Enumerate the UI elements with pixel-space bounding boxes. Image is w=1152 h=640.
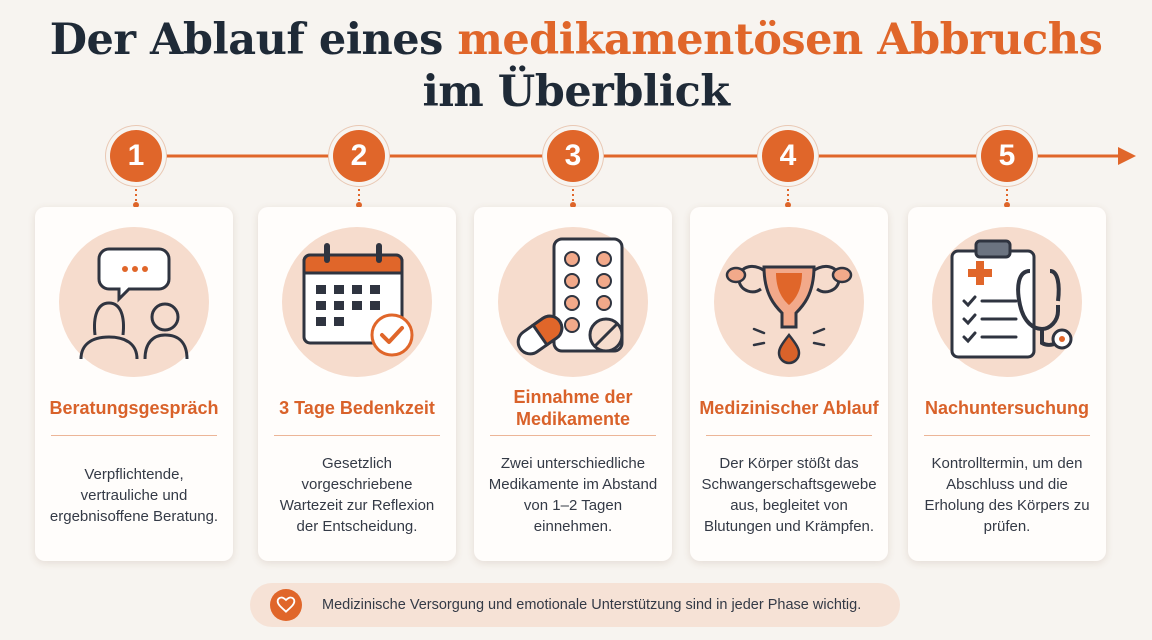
step-number-5: 5	[981, 130, 1033, 182]
icon-circle	[714, 227, 864, 377]
page-title	[0, 14, 1152, 118]
divider	[490, 435, 656, 436]
title-accent: medikamentösen Abbruchs	[457, 15, 1103, 65]
step-number-4: 4	[762, 130, 814, 182]
step-card-5	[908, 207, 1106, 561]
step-card-4	[690, 207, 888, 561]
icon-circle	[932, 227, 1082, 377]
step-title: Einnahme der Medikamente	[513, 387, 633, 429]
footer-text: Medizinische Versorgung und emotionale Unterstützung sind in jeder Phase wichtig.	[322, 597, 862, 613]
step-card-3	[474, 207, 672, 561]
timeline-connectors	[133, 184, 1010, 208]
divider	[706, 435, 872, 436]
step-card-1	[35, 207, 233, 561]
icon-circle	[498, 227, 648, 377]
step-number-1: 1	[110, 130, 162, 182]
step-card-2	[258, 207, 456, 561]
step-description: Zwei unterschiedliche Medikamente im Abstand von 1–2 Tagen einnehmen.	[488, 455, 658, 535]
calendar-check-icon	[282, 227, 432, 377]
heart-icon	[270, 589, 302, 621]
consultation-icon	[59, 227, 209, 377]
medication-icon	[498, 227, 648, 377]
step-title: Nachuntersuchung	[924, 398, 1089, 418]
footer-note	[250, 583, 900, 627]
step-description: Verpflichtende, vertrauliche und ergebnisoffene Beratung.	[49, 465, 219, 525]
title-line-2: im Überblick	[422, 67, 730, 117]
divider	[51, 435, 217, 436]
timeline-arrow	[1118, 147, 1136, 165]
uterus-icon	[714, 227, 864, 377]
step-title: 3 Tage Bedenkzeit	[279, 398, 435, 418]
icon-circle	[282, 227, 432, 377]
step-title: Medizinischer Ablauf	[699, 398, 879, 418]
step-description: Gesetzlich vorgeschriebene Wartezeit zur Reflexion der Entscheidung.	[279, 455, 435, 535]
icon-circle	[59, 227, 209, 377]
clipboard-stethoscope-icon	[932, 227, 1082, 377]
step-title: Beratungsgespräch	[49, 398, 219, 418]
divider	[274, 435, 440, 436]
divider	[924, 435, 1090, 436]
step-description: Der Körper stößt das Schwangerschaftsgewebe aus, begleitet von Blutungen und Krämpfen.	[701, 455, 877, 535]
title-part-1: Der Ablauf eines	[49, 15, 458, 65]
step-number-3: 3	[547, 130, 599, 182]
title-line-1	[0, 14, 1152, 66]
step-description: Kontrolltermin, um den Abschluss und die Erholung des Körpers zu prüfen.	[924, 455, 1090, 535]
step-number-2: 2	[333, 130, 385, 182]
